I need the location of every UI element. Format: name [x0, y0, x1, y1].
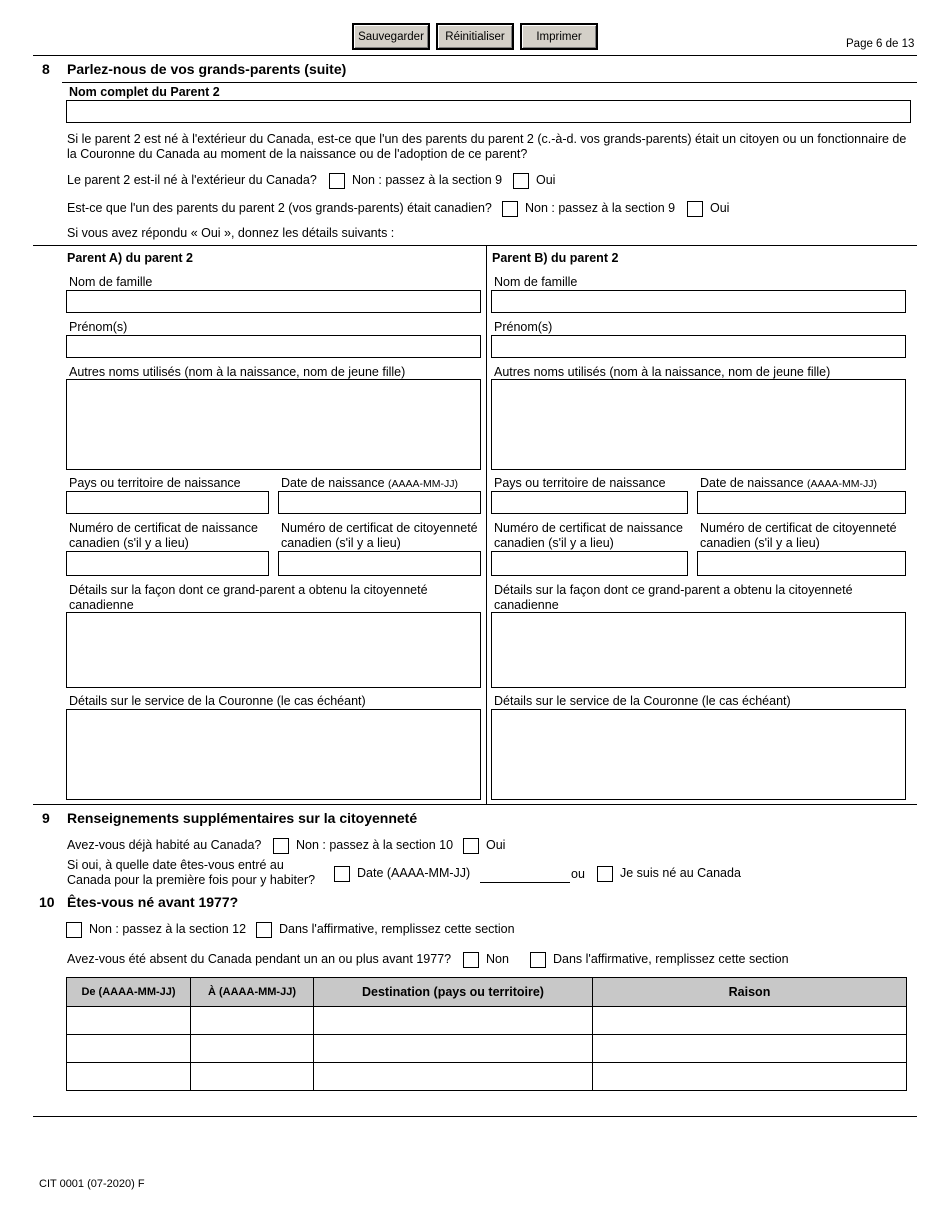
parent-b-crown-service-label: Détails sur le service de la Couronne (le cas échéant) [494, 694, 791, 708]
parent-a-birth-cert-label: Numéro de certificat de naissance canadien (s'il y a lieu) [69, 521, 258, 550]
q1-text: Le parent 2 est-il né à l'extérieur du Canada? [67, 173, 317, 187]
s10-no-checkbox[interactable] [66, 922, 82, 938]
col-header-reason: Raison [593, 978, 907, 1007]
parent-b-other-names-field[interactable] [491, 379, 906, 470]
col-header-destination: Destination (pays ou territoire) [314, 978, 593, 1007]
s9-q1-no-label: Non : passez à la section 10 [296, 838, 454, 852]
parent-a-citizenship-cert-label: Numéro de certificat de citoyenneté canadien (s'il y a lieu) [281, 521, 478, 550]
parent-a-given-names-field[interactable] [66, 335, 481, 358]
table-cell-to[interactable] [191, 1035, 314, 1063]
table-cell-reason[interactable] [593, 1063, 907, 1091]
section-8-divider [62, 82, 917, 83]
s9-q2-born-checkbox[interactable] [597, 866, 613, 882]
s10-absent-no-label: Non [486, 952, 509, 966]
table-row [67, 1035, 907, 1063]
parent-a-title: Parent A) du parent 2 [67, 251, 193, 265]
parent-a-given-names-label: Prénom(s) [69, 320, 128, 334]
s9-q1-yes-label: Oui [486, 838, 506, 852]
s9-q2-born-label: Je suis né au Canada [620, 866, 741, 880]
s10-absent-question: Avez-vous été absent du Canada pendant un an ou plus avant 1977? [67, 952, 452, 966]
table-cell-to[interactable] [191, 1063, 314, 1091]
q2-text: Est-ce que l'un des parents du parent 2 (vos grands-parents) était canadien? [67, 201, 492, 215]
parent-a-birth-country-field[interactable] [66, 491, 269, 514]
section-9-top-divider [33, 804, 917, 805]
col-header-to: À (AAAA-MM-JJ) [191, 978, 314, 1007]
q1-yes-label: Oui [536, 173, 556, 187]
parent-b-family-name-label: Nom de famille [494, 275, 578, 289]
table-cell-from[interactable] [67, 1063, 191, 1091]
form-code: CIT 0001 (07-2020) F [39, 1178, 145, 1190]
table-cell-destination[interactable] [314, 1063, 593, 1091]
section-8-title: Parlez-nous de vos grands-parents (suite) [67, 61, 347, 77]
details-top-divider [33, 245, 917, 246]
parent-b-birth-cert-field[interactable] [491, 551, 688, 576]
column-divider [486, 245, 487, 804]
parent-b-given-names-label: Prénom(s) [494, 320, 553, 334]
parent-a-citizenship-details-field[interactable] [66, 612, 481, 688]
table-cell-to[interactable] [191, 1007, 314, 1035]
s10-no-label: Non : passez à la section 12 [89, 922, 247, 936]
s9-q1-yes-checkbox[interactable] [463, 838, 479, 854]
s9-q2-date-input[interactable] [480, 866, 570, 883]
save-button[interactable]: Sauvegarder [352, 23, 430, 50]
parent-b-birth-date-text: Date de naissance [700, 476, 804, 490]
q1-yes-checkbox[interactable] [513, 173, 529, 189]
s9-q2-or-label: ou [571, 867, 585, 881]
parent-b-given-names-field[interactable] [491, 335, 906, 358]
s9-q2-text: Si oui, à quelle date êtes-vous entré au Canada pour la première fois pour y habiter? [67, 858, 316, 887]
table-cell-from[interactable] [67, 1035, 191, 1063]
parent-a-birth-date-format: (AAAA-MM-JJ) [388, 478, 459, 490]
s10-yes-label: Dans l'affirmative, remplissez cette section [279, 922, 515, 936]
table-cell-reason[interactable] [593, 1007, 907, 1035]
parent-b-citizenship-details-field[interactable] [491, 612, 906, 688]
s9-q1-text: Avez-vous déjà habité au Canada? [67, 838, 262, 852]
parent2-name-label: Nom complet du Parent 2 [69, 85, 220, 99]
parent-b-birth-date-field[interactable] [697, 491, 906, 514]
table-cell-from[interactable] [67, 1007, 191, 1035]
q2-no-label: Non : passez à la section 9 [525, 201, 676, 215]
parent2-name-field[interactable] [66, 100, 911, 123]
s9-q2-date-label: Date (AAAA-MM-JJ) [357, 866, 471, 880]
parent-b-birth-country-field[interactable] [491, 491, 688, 514]
table-row [67, 1007, 907, 1035]
section-10-title: Êtes-vous né avant 1977? [67, 894, 239, 910]
parent-a-birth-date-label [281, 476, 458, 492]
s10-absent-no-checkbox[interactable] [463, 952, 479, 968]
section-9-title: Renseignements supplémentaires sur la citoyenneté [67, 810, 418, 826]
q2-yes-checkbox[interactable] [687, 201, 703, 217]
q1-no-checkbox[interactable] [329, 173, 345, 189]
q2-no-checkbox[interactable] [502, 201, 518, 217]
col-header-from: De (AAAA-MM-JJ) [67, 978, 191, 1007]
reset-button[interactable]: Réinitialiser [436, 23, 514, 50]
parent-a-crown-service-label: Détails sur le service de la Couronne (le cas échéant) [69, 694, 366, 708]
s9-q2-date-checkbox[interactable] [334, 866, 350, 882]
parent-a-birth-date-text: Date de naissance [281, 476, 385, 490]
parent-a-birth-cert-field[interactable] [66, 551, 269, 576]
parent-a-citizenship-cert-field[interactable] [278, 551, 481, 576]
absence-table [66, 977, 907, 1091]
section-10-number: 10 [39, 894, 55, 910]
parent-a-birth-country-label: Pays ou territoire de naissance [69, 476, 241, 490]
parent-a-citizenship-details-label: Détails sur la façon dont ce grand-parent a obtenu la citoyenneté canadienne [69, 583, 428, 612]
table-row [67, 1063, 907, 1091]
parent-b-citizenship-cert-field[interactable] [697, 551, 906, 576]
parent-a-family-name-label: Nom de famille [69, 275, 153, 289]
page-number: Page 6 de 13 [846, 38, 915, 50]
bottom-divider [33, 1116, 917, 1117]
parent-b-other-names-label: Autres noms utilisés (nom à la naissance, nom de jeune fille) [494, 365, 831, 379]
absence-table-header-row [67, 978, 907, 1007]
parent-b-crown-service-field[interactable] [491, 709, 906, 800]
parent-a-family-name-field[interactable] [66, 290, 481, 313]
table-cell-destination[interactable] [314, 1007, 593, 1035]
parent-a-other-names-label: Autres noms utilisés (nom à la naissance, nom de jeune fille) [69, 365, 406, 379]
parent-b-title: Parent B) du parent 2 [492, 251, 619, 265]
parent-b-family-name-field[interactable] [491, 290, 906, 313]
table-cell-destination[interactable] [314, 1035, 593, 1063]
parent-b-birth-date-label [700, 476, 877, 492]
details-intro: Si vous avez répondu « Oui », donnez les détails suivants : [67, 226, 395, 240]
s10-yes-checkbox[interactable] [256, 922, 272, 938]
section-8-info-text: Si le parent 2 est né à l'extérieur du Canada, est-ce que l'un des parents du parent 2 (c.-à-d. vos grands-parents) était un citoyen ou un fonctionnaire de la Couronne du Canada au moment de la naissance ou de l'adoption de ce parent? [67, 132, 907, 161]
print-button[interactable]: Imprimer [520, 23, 598, 50]
section-9-number: 9 [42, 810, 50, 826]
parent-b-citizenship-details-label: Détails sur la façon dont ce grand-parent a obtenu la citoyenneté canadienne [494, 583, 853, 612]
s9-q1-no-checkbox[interactable] [273, 838, 289, 854]
q1-no-label: Non : passez à la section 9 [352, 173, 503, 187]
parent-a-other-names-field[interactable] [66, 379, 481, 470]
q2-yes-label: Oui [710, 201, 730, 215]
s10-absent-yes-checkbox[interactable] [530, 952, 546, 968]
parent-b-birth-country-label: Pays ou territoire de naissance [494, 476, 666, 490]
parent-a-birth-date-field[interactable] [278, 491, 481, 514]
table-cell-reason[interactable] [593, 1035, 907, 1063]
s10-absent-yes-label: Dans l'affirmative, remplissez cette section [553, 952, 789, 966]
parent-a-crown-service-field[interactable] [66, 709, 481, 800]
parent-b-birth-cert-label: Numéro de certificat de naissance canadien (s'il y a lieu) [494, 521, 683, 550]
section-8-number: 8 [42, 61, 50, 77]
parent-b-birth-date-format: (AAAA-MM-JJ) [807, 478, 878, 490]
top-divider [33, 55, 917, 56]
parent-b-citizenship-cert-label: Numéro de certificat de citoyenneté canadien (s'il y a lieu) [700, 521, 897, 550]
